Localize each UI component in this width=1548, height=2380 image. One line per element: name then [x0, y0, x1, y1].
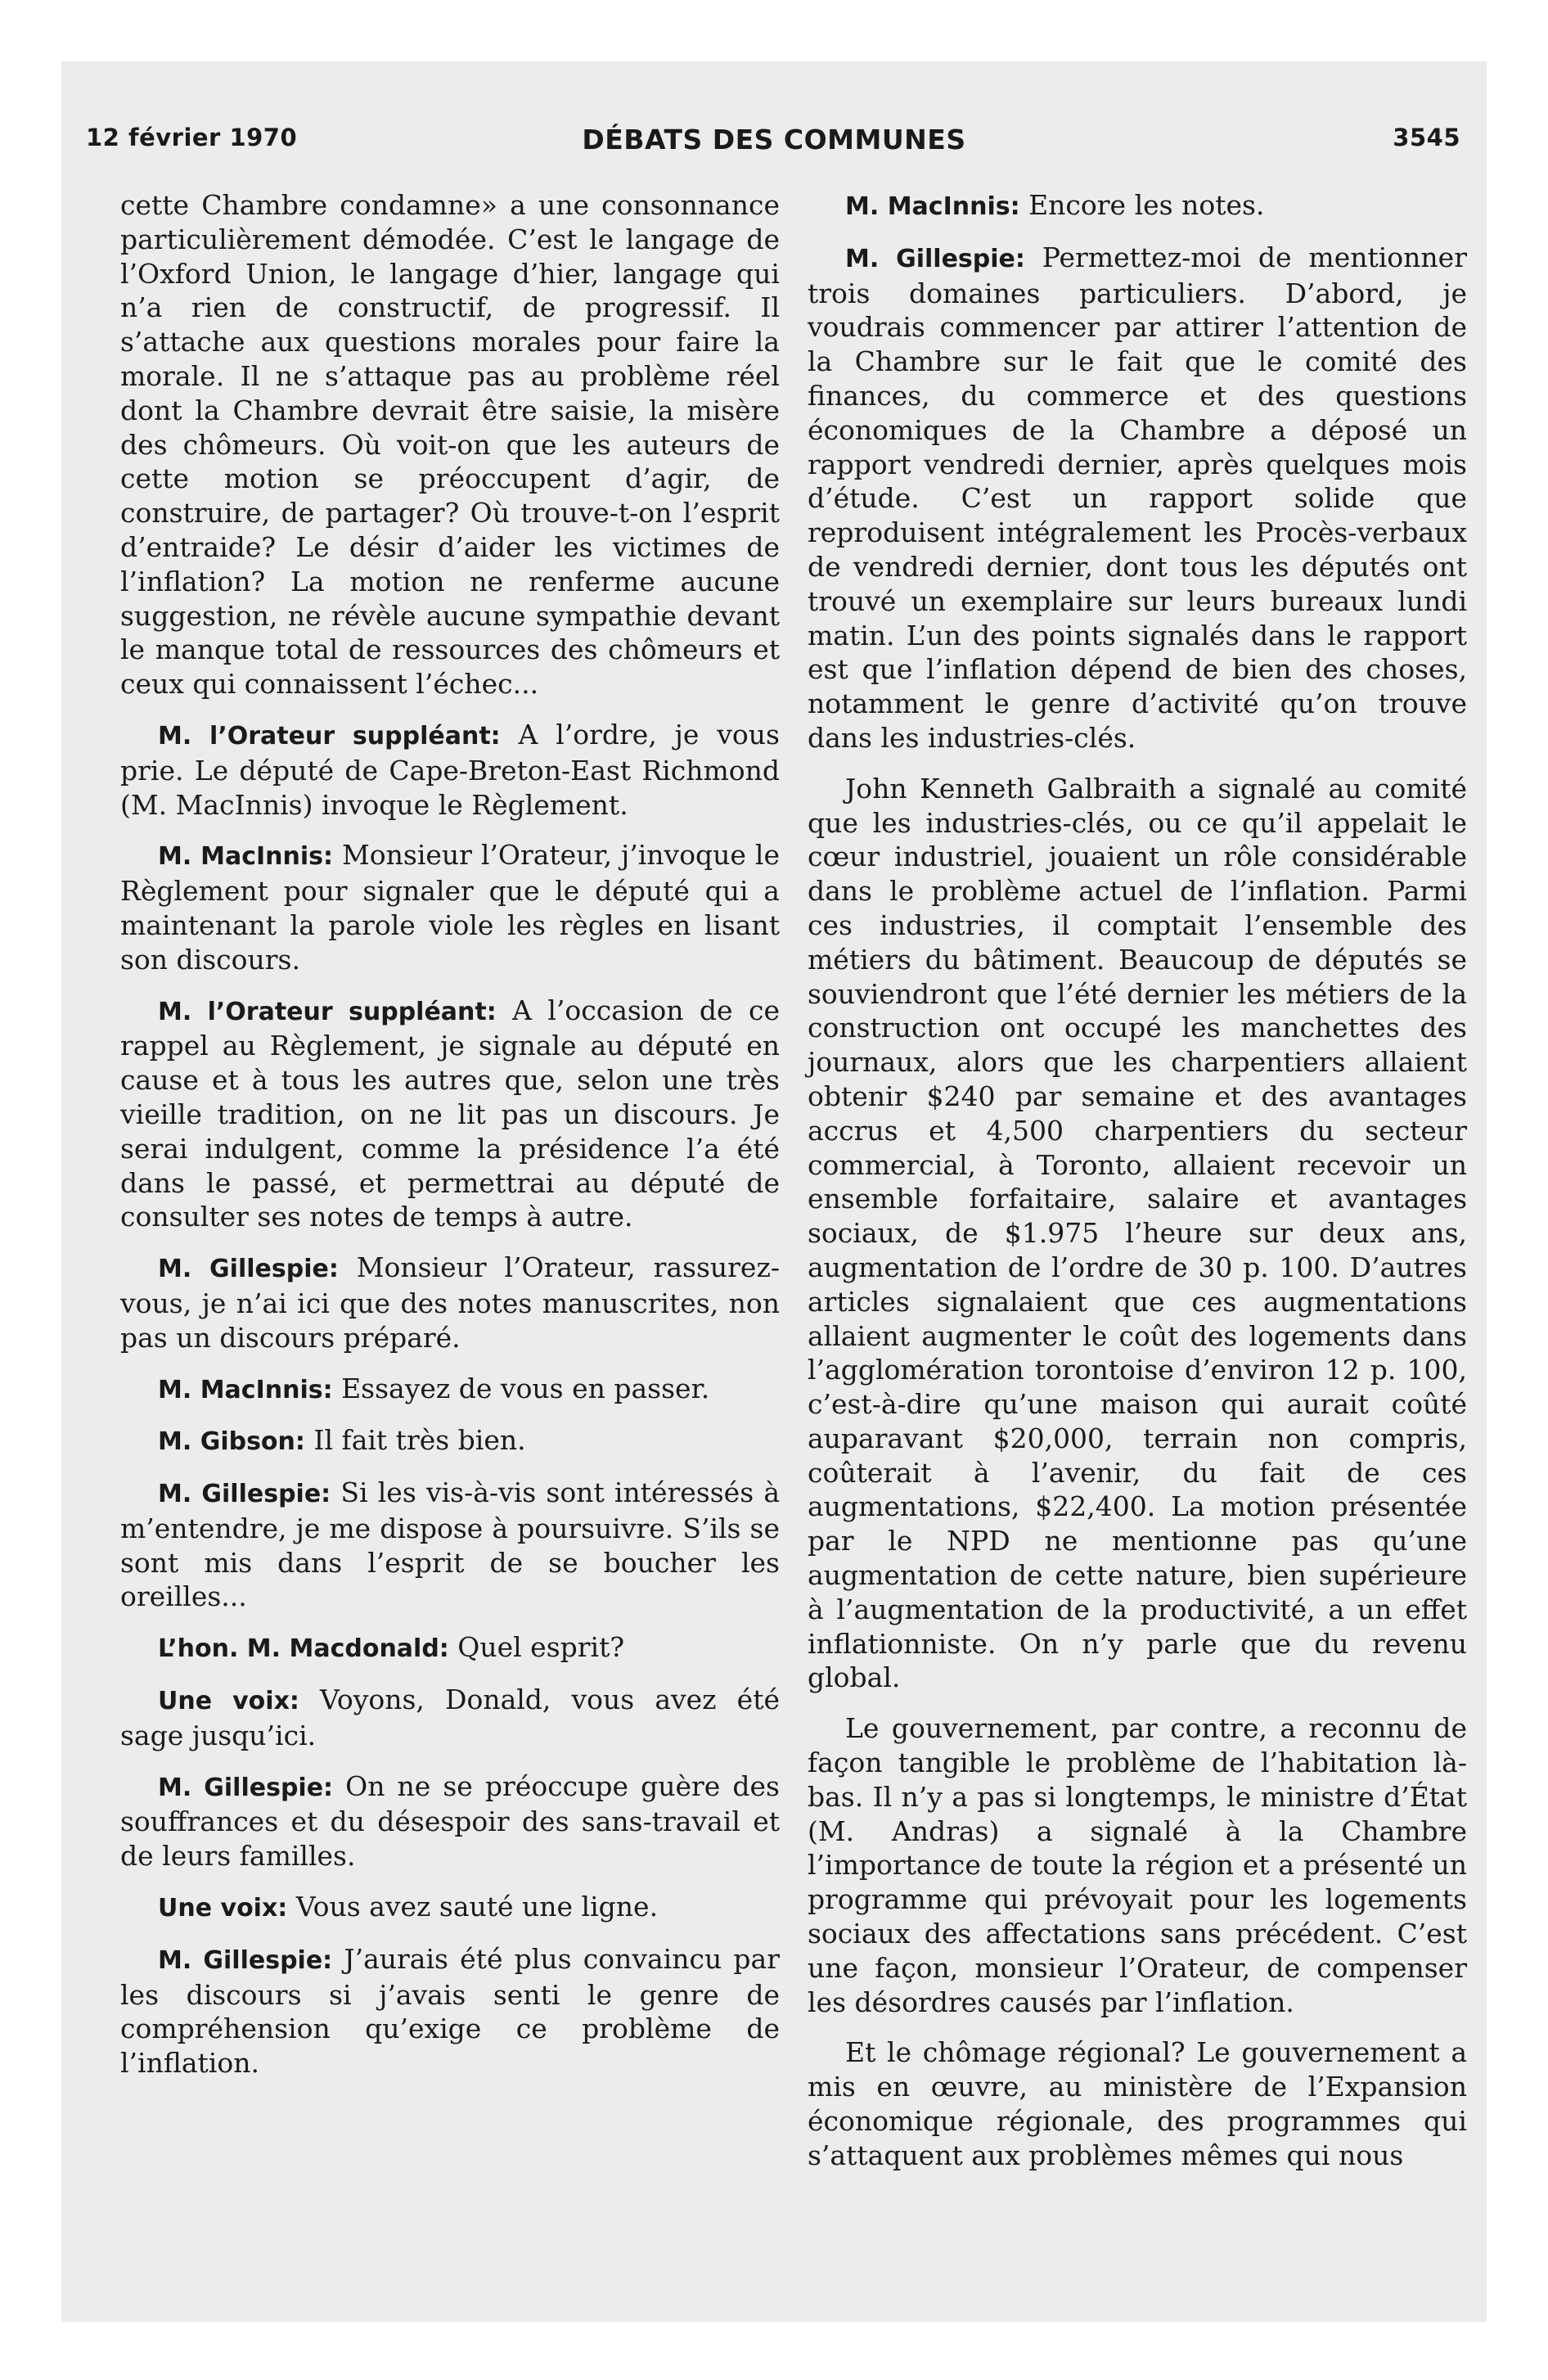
speaker-name: M. MacInnis: — [845, 192, 1020, 221]
speaker-name: Une voix: — [158, 1687, 299, 1716]
paragraph — [120, 1890, 780, 1926]
speaker-name: Une voix: — [158, 1894, 288, 1923]
paragraph-text: J’aurais été plus convaincu par les discours si j’avais senti le genre de compréhension qu’exige ce problème de l’inflation. — [120, 1942, 780, 2080]
header-date: 12 février 1970 — [86, 124, 298, 151]
paragraph-text: Et le chômage régional? Le gouvernement a mis en œuvre, au ministère de l’Expansion économique régionale, des programmes qui s’attaquent aux problèmes mêmes qui nous — [808, 2036, 1467, 2171]
paragraph — [120, 1942, 780, 2080]
speaker-name: M. Gillespie: — [845, 244, 1025, 273]
paragraph — [120, 1630, 780, 1666]
speaker-name: M. Gibson: — [158, 1427, 305, 1457]
page — [61, 61, 1487, 2322]
speaker-name: M. MacInnis: — [158, 1375, 333, 1404]
paragraph — [808, 188, 1467, 224]
paragraph-text: Monsieur l’Orateur, rassurez-vous, je n’ai ici que des notes manuscrites, non pas un discours préparé. — [120, 1251, 780, 1354]
paragraph — [120, 1251, 780, 1355]
left-column — [120, 188, 780, 2097]
speaker-name: L’hon. M. Macdonald: — [158, 1634, 449, 1664]
speaker-name: M. Gillespie: — [158, 1480, 331, 1509]
paragraph — [120, 838, 780, 976]
paragraph-text: On ne se préoccupe guère des souffrances et du désespoir des sans-travail et de leurs familles. — [120, 1769, 780, 1873]
paragraph-text: Encore les notes. — [1028, 189, 1265, 221]
paragraph-text: Essayez de vous en passer. — [341, 1372, 710, 1404]
speaker-name: M. Gillespie: — [158, 1773, 334, 1802]
paragraph — [120, 1423, 780, 1459]
paragraph — [808, 241, 1467, 755]
paragraph — [808, 2035, 1467, 2172]
speaker-name: M. Gillespie: — [158, 1945, 333, 1975]
paragraph — [120, 188, 780, 701]
paragraph — [808, 772, 1467, 1696]
paragraph-text: Permettez-moi de mentionner trois domaines particuliers. D’abord, je voudrais commencer par attirer l’attention de la Chambre sur le fait que le comité des finances, du commerce et des questions économiques de la Chambre a déposé un rapport vendredi dernier, après quelques mois d’étude. C’est un rapport solide que reproduisent intégralement les Procès-verbaux de vendredi dernier, dont tous les députés ont trouvé un exemplaire sur leurs bureaux lundi matin. L’un des points signalés dans le rapport est que l’inflation dépend de bien des choses, notamment le genre d’activité qu’on trouve dans les industries-clés. — [808, 241, 1467, 754]
paragraph-text: Si les vis-à-vis sont intéressés à m’entendre, je me dispose à poursuivre. S’ils se sont mis dans l’esprit de se boucher les oreilles... — [120, 1476, 780, 1613]
paragraph — [120, 994, 780, 1235]
paragraph-text: Le gouvernement, par contre, a reconnu de façon tangible le problème de l’habitation là-bas. Il n’y a pas si longtemps, le ministre d’État (M. Andras) a signalé à la Chambre l’importance de toute la région et a présenté un programme qui prévoyait pour les logements sociaux des affectations sans précédent. C’est une façon, monsieur l’Orateur, de compenser les désordres causés par l’inflation. — [808, 1712, 1467, 2018]
header-title: DÉBATS DES COMMUNES — [582, 124, 966, 156]
header-page-number: 3545 — [1393, 124, 1460, 151]
paragraph-text: Vous avez sauté une ligne. — [295, 1891, 659, 1923]
speaker-name: M. Gillespie: — [158, 1255, 339, 1284]
right-column — [808, 188, 1467, 2189]
paragraph — [120, 718, 780, 822]
paragraph — [808, 1711, 1467, 2019]
paragraph — [120, 1683, 780, 1753]
page-header — [61, 124, 1487, 165]
paragraph-text: Quel esprit? — [457, 1631, 625, 1664]
paragraph-text: Monsieur l’Orateur, j’invoque le Règlement pour signaler que le député qui a maintenant la parole viole les règles en lisant son discours. — [120, 839, 780, 976]
paragraph-text: A l’ordre, je vous prie. Le député de Cape-Breton-East Richmond (M. MacInnis) invoque le Règlement. — [120, 718, 780, 821]
paragraph-text: cette Chambre condamne» a une consonnance particulièrement démodée. C’est le langage de l’Oxford Union, le langage d’hier, langage qui n’a rien de constructif, de progressif. Il s’attache aux questions morales pour faire la morale. Il ne s’attaque pas au problème réel dont la Chambre devrait être saisie, la misère des chômeurs. Où voit-on que les auteurs de cette motion se préoccupent d’agir, de construire, de partager? Où trouve-t-on l’esprit d’entraide? Le désir d’aider les victimes de l’inflation? La motion ne renferme aucune suggestion, ne révèle aucune sympathie devant le manque total de ressources des chômeurs et ceux qui connaissent l’échec... — [120, 189, 780, 701]
speaker-name: M. l’Orateur suppléant: — [158, 997, 497, 1026]
paragraph — [120, 1769, 780, 1873]
speaker-name: M. l’Orateur suppléant: — [158, 721, 501, 751]
paragraph-text: Voyons, Donald, vous avez été sage jusqu’ici. — [120, 1684, 780, 1751]
paragraph-text: A l’occasion de ce rappel au Règlement, je signale au député en cause et à tous les autres que, selon une très vieille tradition, on ne lit pas un discours. Je serai indulgent, comme la présidence l’a été dans le passé, et permettrai au député de consulter ses notes de temps à autre. — [120, 994, 780, 1233]
paragraph-text: Il fait très bien. — [313, 1424, 526, 1457]
paragraph — [120, 1372, 780, 1408]
paragraph — [120, 1476, 780, 1614]
speaker-name: M. MacInnis: — [158, 842, 334, 872]
paragraph-text: John Kenneth Galbraith a signalé au comité que les industries-clés, ou ce qu’il appelait le cœur industriel, jouaient un rôle considérable dans le problème actuel de l’inflation. Parmi ces industries, il comptait l’ensemble des métiers du bâtiment. Beaucoup de députés se souviendront que l’été dernier les métiers de la construction ont occupé les manchettes des journaux, alors que les charpentiers allaient obtenir $240 par semaine et des avantages accrus et 4,500 charpentiers du secteur commercial, à Toronto, allaient recevoir un ensemble forfaitaire, salaire et avantages sociaux, de $1.975 l’heure sur deux ans, augmentation de l’ordre de 30 p. 100. D’autres articles signalaient que ces augmentations allaient augmenter le coût des logements dans l’agglomération torontoise d’environ 12 p. 100, c’est-à-dire qu’une maison qui aurait coûté auparavant $20,000, terrain non compris, coûterait à l’avenir, du fait de ces augmentations, $22,400. La motion présentée par le NPD ne mentionne pas qu’une augmentation de cette nature, bien supérieure à l’augmentation de la productivité, a un effet inflationniste. On n’y parle que du revenu global. — [808, 772, 1467, 1694]
